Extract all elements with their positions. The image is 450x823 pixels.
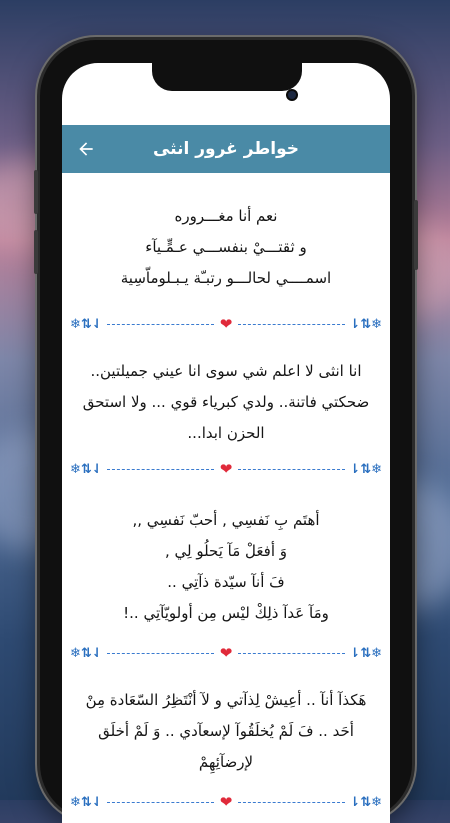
dashed-line xyxy=(238,469,345,470)
back-button[interactable] xyxy=(72,135,100,163)
snowflake-icon: ❄⇅⇃ xyxy=(70,645,103,661)
quote-line: اسمــــي لحالـــو رتبـّة يـبـلوماّسِية xyxy=(120,269,332,287)
page-title: خواطر غرور انثى xyxy=(152,139,300,159)
quote-block[interactable] xyxy=(70,685,382,778)
dashed-line xyxy=(107,653,214,654)
quote-line: ضحكتي فاتنة.. ولدي كبرياء قوي ... ولا استحق xyxy=(82,393,370,411)
quote-line: أحَد .. فَ لَمْ يُخلَقُوآ لإسعآدي .. وَ لَمْ أخلَق xyxy=(98,722,354,740)
dashed-line xyxy=(107,324,214,325)
phone-side-button xyxy=(34,170,38,214)
quotes-list xyxy=(62,173,390,823)
quote-divider xyxy=(70,457,382,481)
quote-line: لإرضآئِهِمْ xyxy=(198,753,254,771)
heart-icon: ❤ xyxy=(219,644,233,662)
front-camera-icon xyxy=(288,91,296,99)
phone-frame xyxy=(40,40,412,820)
quote-block[interactable] xyxy=(70,505,382,629)
phone-notch xyxy=(152,63,302,91)
phone-power-button xyxy=(414,200,418,270)
phone-side-button xyxy=(34,230,38,274)
quote-line: فَ أنآ سيّدة ذآتِي .. xyxy=(167,573,285,591)
heart-icon: ❤ xyxy=(219,315,233,333)
snowflake-icon: ⇂⇅❄ xyxy=(349,645,382,661)
dashed-line xyxy=(107,802,214,803)
quote-line: الحزن ابدا... xyxy=(187,424,265,442)
heart-icon: ❤ xyxy=(219,460,233,478)
heart-icon: ❤ xyxy=(219,793,233,811)
quote-divider xyxy=(70,790,382,814)
snowflake-icon: ❄⇅⇃ xyxy=(70,461,103,477)
quote-divider xyxy=(70,641,382,665)
quote-block[interactable] xyxy=(70,356,382,449)
quote-line: أهتَم بِ نَفسِي , أحبّ نَفسِي ,, xyxy=(132,511,320,529)
dashed-line xyxy=(238,653,345,654)
quote-block[interactable] xyxy=(70,201,382,294)
snowflake-icon: ⇂⇅❄ xyxy=(349,794,382,810)
snowflake-icon: ❄⇅⇃ xyxy=(70,794,103,810)
dashed-line xyxy=(238,324,345,325)
quote-line: وَ أفعَلْ مَآ يَحلُو لِي , xyxy=(164,542,288,560)
dashed-line xyxy=(107,469,214,470)
quote-line: انا انثى لا اعلم شي سوى انا عيني جميلتين.. xyxy=(90,362,362,380)
dashed-line xyxy=(238,802,345,803)
app-screen xyxy=(62,63,390,823)
quote-line: ومَآ عَدآ ذلِكْ ليْس مِن أولويّآتِي ..! xyxy=(123,604,329,622)
quote-line: نعم أنا مغـــروره xyxy=(174,207,278,225)
quote-line: و ثقتـــيْ بنفســـي عـمٍّـيآء xyxy=(145,238,307,256)
quote-line: هَكذآ أنآ .. أعِيشْ لِذآتي و لآ أنْتَظِرُ السّعَادة مِنْ xyxy=(85,691,367,709)
app-bar xyxy=(62,125,390,173)
snowflake-icon: ⇂⇅❄ xyxy=(349,461,382,477)
quote-divider xyxy=(70,312,382,336)
arrow-left-icon xyxy=(76,139,96,159)
snowflake-icon: ⇂⇅❄ xyxy=(349,316,382,332)
snowflake-icon: ❄⇅⇃ xyxy=(70,316,103,332)
